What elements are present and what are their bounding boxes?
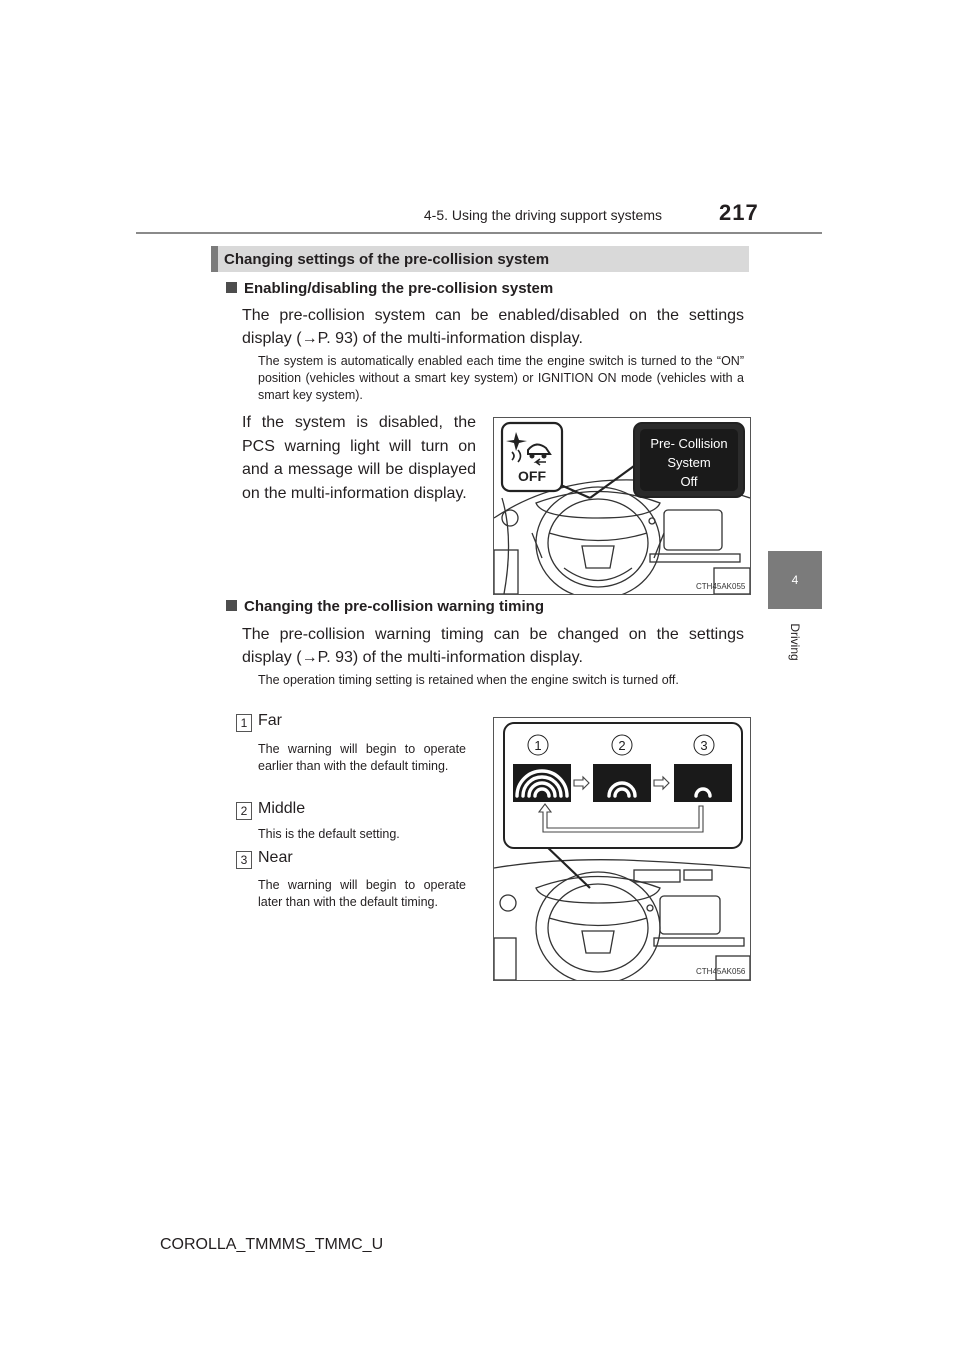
timing-figure [493, 717, 751, 981]
pcs-off-figure [493, 417, 751, 595]
enable-heading [226, 280, 553, 297]
timing-note: The operation timing setting is retained when the engine switch is turned off. [258, 673, 679, 687]
header-section-title: 4-5. Using the driving support systems [423, 207, 662, 223]
enable-body: The pre-collision system can be enabled/disabled on the settings display (→P. 93) of the multi-information display. [242, 307, 744, 347]
arc-display-far [513, 764, 571, 802]
bullet-square [226, 600, 237, 611]
figure-code-2: CTH45AK056 [696, 967, 746, 976]
timing-label-1: 1 [534, 738, 542, 753]
item-number-1: 1 [236, 714, 252, 732]
figure-code: CTH45AK055 [696, 582, 746, 591]
message-line-1: Pre- Collision [650, 436, 728, 451]
footer-doc-id: COROLLA_TMMMS_TMMC_U [160, 1236, 384, 1253]
chapter-tab: 4 [768, 551, 822, 609]
timing-heading-text: Changing the pre-collision warning timing [244, 598, 544, 615]
dashboard-illustration [494, 418, 750, 594]
item-desc-middle: This is the default setting. [258, 827, 400, 841]
pcs-warning-icon [502, 423, 562, 491]
enable-heading-text: Enabling/disabling the pre-collision system [244, 280, 554, 297]
page-number: 217 [719, 200, 759, 225]
mid-message-display [634, 423, 744, 497]
bullet-square [226, 282, 237, 293]
indicator-off-label: OFF [518, 468, 546, 484]
enable-note: The system is automatically enabled each time the engine switch is turned to the “ON” position (vehicles without a smart key system) or IGNITION ON mode (vehicles with a smart key system). [258, 354, 744, 402]
arc-display-middle [593, 764, 651, 802]
chapter-label [770, 612, 820, 672]
item-desc-near: The warning will begin to operate later than with the default timing. [258, 878, 466, 909]
timing-label-2: 2 [618, 738, 626, 753]
message-line-3: Off [680, 474, 698, 489]
item-title-far: Far [258, 712, 282, 729]
arc-display-near [674, 764, 732, 802]
item-desc-far: The warning will begin to operate earlier than with the default timing. [258, 742, 466, 773]
disabled-text: If the system is disabled, the PCS warning light will turn on and a message will be displayed on the multi-information display. [242, 414, 476, 502]
timing-label-3: 3 [700, 738, 708, 753]
message-line-2: System [667, 455, 711, 470]
timing-heading [226, 598, 544, 615]
chapter-label-text: Driving [788, 623, 802, 661]
item-title-near: Near [258, 849, 293, 866]
timing-body: The pre-collision warning timing can be changed on the settings display (→P. 93) of the multi-information display. [242, 626, 744, 666]
item-title-middle: Middle [258, 800, 306, 817]
section-title: Changing settings of the pre-collision system [224, 251, 550, 268]
timing-illustration [494, 718, 750, 980]
item-number-3: 3 [236, 851, 252, 869]
header-rule [136, 232, 822, 234]
item-number-2: 2 [236, 802, 252, 820]
